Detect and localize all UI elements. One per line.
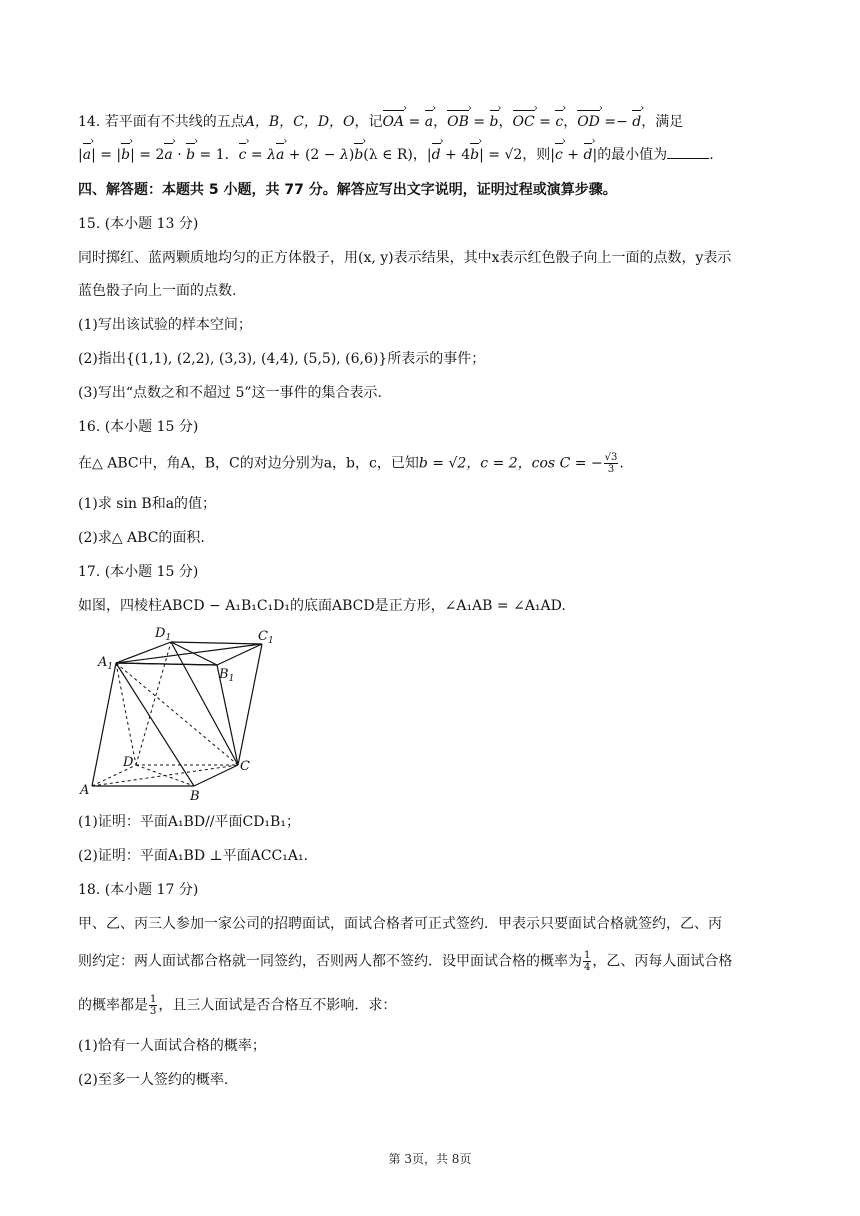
q16-given: b = √2，c = 2，cos C = −: [418, 455, 603, 472]
q18-stem2-a: 则约定：两人面试都合格就一同签约，否则两人都不签约．设甲面试合格的概率为: [78, 953, 582, 970]
vec-OA: OA ›: [383, 112, 405, 132]
label-A1: $A_1$: [98, 655, 114, 672]
q18-stem3-a: 的概率都是: [78, 997, 148, 1014]
vec-b: b ›: [490, 112, 499, 132]
q14-mid: ，记: [354, 114, 383, 130]
q16-part2: (2)求△ ABC的面积.: [78, 530, 205, 546]
lambda-range: (λ ∈ R): [363, 147, 413, 163]
q17-header: 17. (本小题 15 分): [78, 564, 199, 580]
q18-stem1: 甲、乙、丙三人参加一家公司的招聘面试，面试合格者可正式签约．甲表示只要面试合格就签约，乙、丙: [78, 916, 722, 932]
q18-stem3: [78, 994, 396, 1017]
q14-points: A，B，C，D，O: [244, 114, 355, 130]
q14-min-text: 的最小值为: [597, 147, 668, 163]
q16-stem-prefix: 在△ ABC中，角A，B，C的对边分别为a，b，c，已知: [78, 455, 419, 472]
vec-c: c ›: [555, 112, 563, 132]
label-D: D: [123, 755, 134, 770]
q16-stem: 在△ ABC中，角A，B，C的对边分别为a，b，c，已知b = √2，c = 2，cos C = − $\frac{√3}{3}$ .: [78, 452, 624, 475]
vec-OD: OD ›: [577, 112, 600, 132]
q16-header: 16. (本小题 15 分): [78, 419, 199, 435]
q18-part2: (2)至多一人签约的概率.: [78, 1072, 229, 1088]
section-title: 四、解答题：本题共 5 小题，共 77 分。解答应写出文字说明，证明过程或演算步骤。: [78, 182, 617, 198]
q18-header: 18. (本小题 17 分): [78, 882, 199, 898]
q15-stem1: 同时掷红、蓝两颗质地均匀的正方体骰子，用(x, y)表示结果，其中x表示红色骰子向上一面的点数，y表示: [78, 250, 732, 266]
q18-stem2-b: ，乙、丙每人面试合格: [592, 953, 733, 970]
fraction-quarter: $\frac{1}{4}$: [584, 950, 591, 973]
label-B: B: [190, 789, 200, 804]
vec-d: d ›: [632, 112, 641, 132]
q15-stem2: 蓝色骰子向上一面的点数.: [78, 283, 237, 299]
label-C1: $C_1$: [258, 629, 274, 646]
vec-OB: OB ›: [447, 112, 469, 132]
label-D1: $D_1$: [155, 626, 172, 643]
page-number: 第 3页，共 8页: [388, 1152, 472, 1166]
label-B1: $B_1$: [219, 667, 235, 684]
q18-stem2: [78, 950, 732, 973]
q14-line1: 14. 若平面有不共线的五点A，B，C，D，O，记OA › = a ›，OB › = b ›，OC › = c ›，OD › =− d ›，满足: [78, 112, 683, 132]
label-C: C: [240, 759, 250, 774]
q17-part2: (2)证明：平面A₁BD ⊥平面ACC₁A₁.: [78, 848, 309, 864]
answer-blank: [667, 146, 709, 159]
q14-prefix: 14. 若平面有不共线的五点: [78, 114, 245, 130]
q17-part1: (1)证明：平面A₁BD//平面CD₁B₁；: [78, 814, 300, 830]
q15-part1: (1)写出该试验的样本空间；: [78, 317, 252, 333]
q14-line2: |a ›| = |b ›| = 2a › · b › = 1．c › = λa › + (2 − λ)b ›(λ ∈ R)，|d › + 4b ›| = √2，则|c › + d ›|的最小值为 .: [78, 145, 714, 165]
q15-part2: (2)指出{(1,1), (2,2), (3,3), (4,4), (5,5), (6,6)}所表示的事件；: [78, 351, 486, 367]
vec-a: a ›: [425, 112, 433, 132]
fraction: $\frac{√3}{3}$: [604, 452, 618, 475]
q16-part1: (1)求 sin B和a的值；: [78, 496, 217, 512]
q17-stem: 如图，四棱柱ABCD − A₁B₁C₁D₁的底面ABCD是正方形，∠A₁AB = ∠A₁AD.: [78, 598, 566, 614]
q15-header: 15. (本小题 13 分): [78, 216, 199, 232]
vec-OC: OC ›: [513, 112, 535, 132]
prism-figure: [76, 620, 276, 804]
q14-suffix: ，满足: [641, 114, 684, 130]
q18-stem3-b: ，且三人面试是否合格互不影响．求：: [158, 997, 397, 1014]
q18-part1: (1)恰有一人面试合格的概率；: [78, 1038, 266, 1054]
q15-part3: (3)写出“点数之和不超过 5”这一事件的集合表示.: [78, 385, 382, 401]
fraction-third: $\frac{1}{3}$: [150, 994, 157, 1017]
label-A: A: [80, 783, 90, 798]
